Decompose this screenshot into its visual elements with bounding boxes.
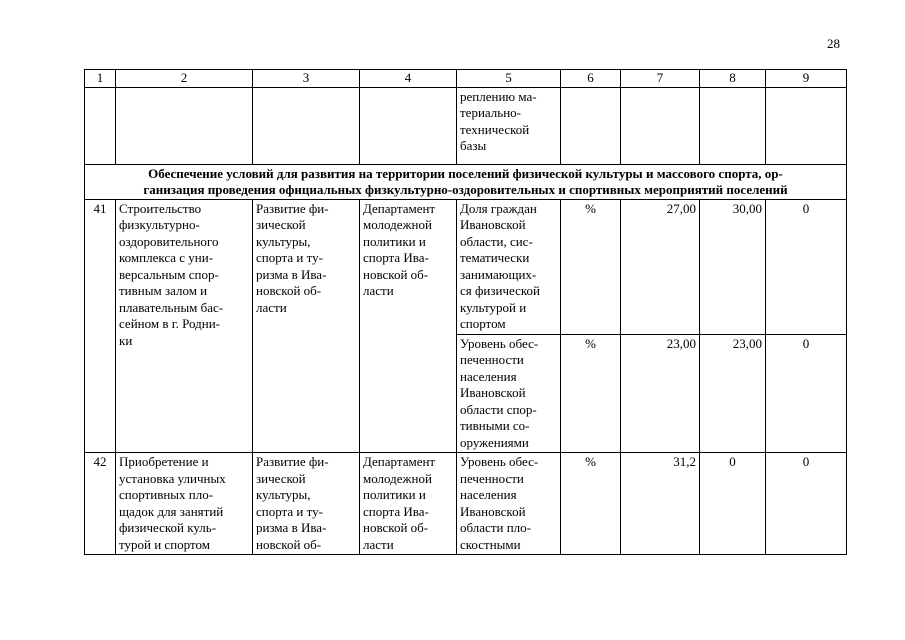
indicator-value-col9: 0 <box>766 199 847 334</box>
empty-cell <box>85 87 116 164</box>
empty-cell <box>621 87 700 164</box>
table-row <box>85 199 847 334</box>
row-number: 42 <box>85 453 116 555</box>
section-title: Обеспечение условий для развития на территории поселений физической культуры и массового спорта, ор- ганизация проведения официальных физкультурно-оздоровительных и спортивных мероприятий поселений <box>85 164 847 199</box>
col-number-1: 1 <box>85 70 116 88</box>
col-number-2: 2 <box>116 70 253 88</box>
indicator-value-col9: 0 <box>766 334 847 453</box>
indicator-cell: реплению ма- териально- технической базы <box>457 87 561 164</box>
continuation-row <box>85 87 847 164</box>
empty-cell <box>253 87 360 164</box>
empty-cell <box>360 87 457 164</box>
empty-cell <box>700 87 766 164</box>
col-number-5: 5 <box>457 70 561 88</box>
measure-name: Строительство физкультурно- оздоровительного комплекса с уни- версальным спор- тивным залом и плавательным бас- сейном в г. Родни- ки <box>116 199 253 453</box>
indicator-unit: % <box>561 199 621 334</box>
table-row <box>85 453 847 555</box>
column-number-row <box>85 70 847 88</box>
department-name: Департамент молодежной политики и спорта Ива- новской об- ласти <box>360 199 457 453</box>
col-number-9: 9 <box>766 70 847 88</box>
indicator-value-col8: 23,00 <box>700 334 766 453</box>
program-name: Развитие фи- зической культуры, спорта и ту- ризма в Ива- новской об- ласти <box>253 199 360 453</box>
measure-name: Приобретение и установка уличных спортивных пло- щадок для занятий физической куль- турой и спортом <box>116 453 253 555</box>
indicator-value-col7: 31,2 <box>621 453 700 555</box>
indicator-value-col9: 0 <box>766 453 847 555</box>
indicator-value-col8: 30,00 <box>700 199 766 334</box>
col-number-6: 6 <box>561 70 621 88</box>
indicator-name: Уровень обес- печенности населения Ивановской области спор- тивными со- оружениями <box>457 334 561 453</box>
col-number-8: 8 <box>700 70 766 88</box>
plan-table <box>84 69 847 555</box>
indicator-unit: % <box>561 453 621 555</box>
indicator-name: Доля граждан Ивановской области, сис- тематически занимающих- ся физической культурой и спортом <box>457 199 561 334</box>
department-name: Департамент молодежной политики и спорта Ива- новской об- ласти <box>360 453 457 555</box>
indicator-value-col8: 0 <box>700 453 766 555</box>
empty-cell <box>561 87 621 164</box>
page-number: 28 <box>827 36 840 51</box>
col-number-4: 4 <box>360 70 457 88</box>
row-number: 41 <box>85 199 116 453</box>
col-number-7: 7 <box>621 70 700 88</box>
empty-cell <box>116 87 253 164</box>
indicator-unit: % <box>561 334 621 453</box>
program-name: Развитие фи- зической культуры, спорта и ту- ризма в Ива- новской об- <box>253 453 360 555</box>
indicator-value-col7: 23,00 <box>621 334 700 453</box>
indicator-name: Уровень обес- печенности населения Ивановской области пло- скостными <box>457 453 561 555</box>
empty-cell <box>766 87 847 164</box>
col-number-3: 3 <box>253 70 360 88</box>
indicator-value-col7: 27,00 <box>621 199 700 334</box>
section-row <box>85 164 847 199</box>
